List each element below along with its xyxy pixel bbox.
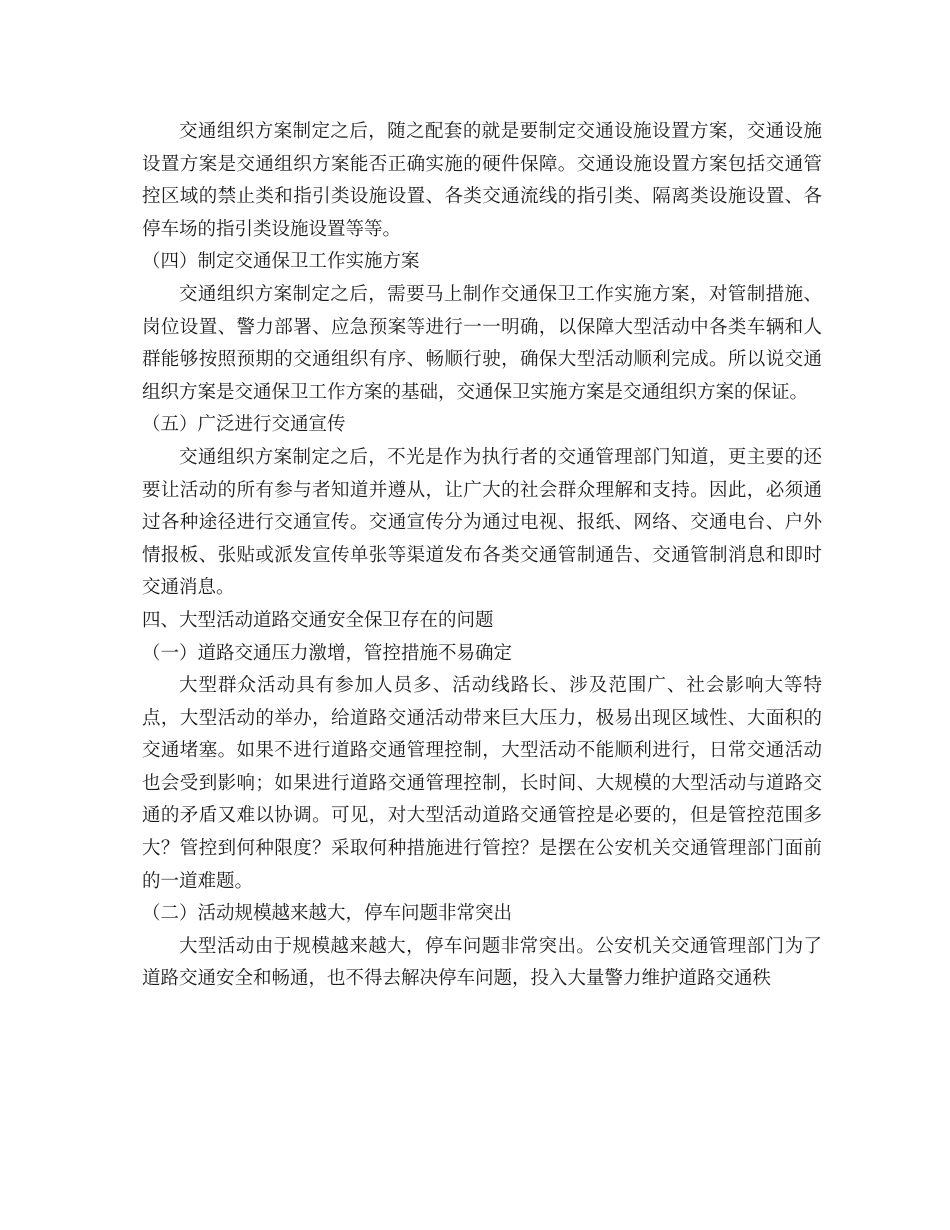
paragraph-publicity: 交通组织方案制定之后，不光是作为执行者的交通管理部门知道，更主要的还要让活动的所有参与者知道并遵从，让广大的社会群众理解和支持。因此，必须通过各种途径进行交通宣传。交通宣传分为通过电视、报纸、网络、交通电台、户外情报板、张贴或派发宣传单张等渠道发布各类交通管制通告、交通管制消息和即时交通消息。 — [142, 446, 822, 599]
paragraph-facility-plan: 交通组织方案制定之后，随之配套的就是要制定交通设施设置方案，交通设施设置方案是交通组织方案能否正确实施的硬件保障。交通设施设置方案包括交通管控区域的禁止类和指引类设施设置、各类交通流线的指引类、隔离类设施设置、各停车场的指引类设施设置等等。 — [142, 121, 822, 240]
heading-security-plan: （四）制定交通保卫工作实施方案 — [142, 251, 420, 273]
paragraph-security-plan: 交通组织方案制定之后，需要马上制作交通保卫工作实施方案，对管制措施、岗位设置、警力部署、应急预案等进行一一明确，以保障大型活动中各类车辆和人群能够按照预期的交通组织有序、畅顺行驶，确保大型活动顺利完成。所以说交通组织方案是交通保卫工作方案的基础，交通保卫实施方案是交通组织方案的保证。 — [142, 283, 822, 403]
section-heading-problems: 四、大型活动道路交通安全保卫存在的问题 — [142, 609, 494, 631]
paragraph-parking: 大型活动由于规模越来越大，停车问题非常突出。公安机关交通管理部门为了道路交通安全和畅通，也不得去解决停车问题，投入大量警力维护道路交通秩 — [142, 935, 822, 990]
heading-parking: （二）活动规模越来越大，停车问题非常突出 — [142, 903, 513, 925]
heading-publicity: （五）广泛进行交通宣传 — [142, 414, 346, 436]
heading-traffic-pressure: （一）道路交通压力激增，管控措施不易确定 — [142, 642, 513, 664]
document-body — [142, 116, 822, 996]
paragraph-traffic-pressure: 大型群众活动具有参加人员多、活动线路长、涉及范围广、社会影响大等特点，大型活动的举办，给道路交通活动带来巨大压力，极易出现区域性、大面积的交通堵塞。如果不进行道路交通管理控制，大型活动不能顺利进行，日常交通活动也会受到影响；如果进行道路交通管理控制，长时间、大规模的大型活动与道路交通的矛盾又难以协调。可见，对大型活动道路交通管控是必要的，但是管控范围多大？管控到何种限度？采取何种措施进行管控？是摆在公安机关交通管理部门面前的一道难题。 — [142, 675, 822, 892]
